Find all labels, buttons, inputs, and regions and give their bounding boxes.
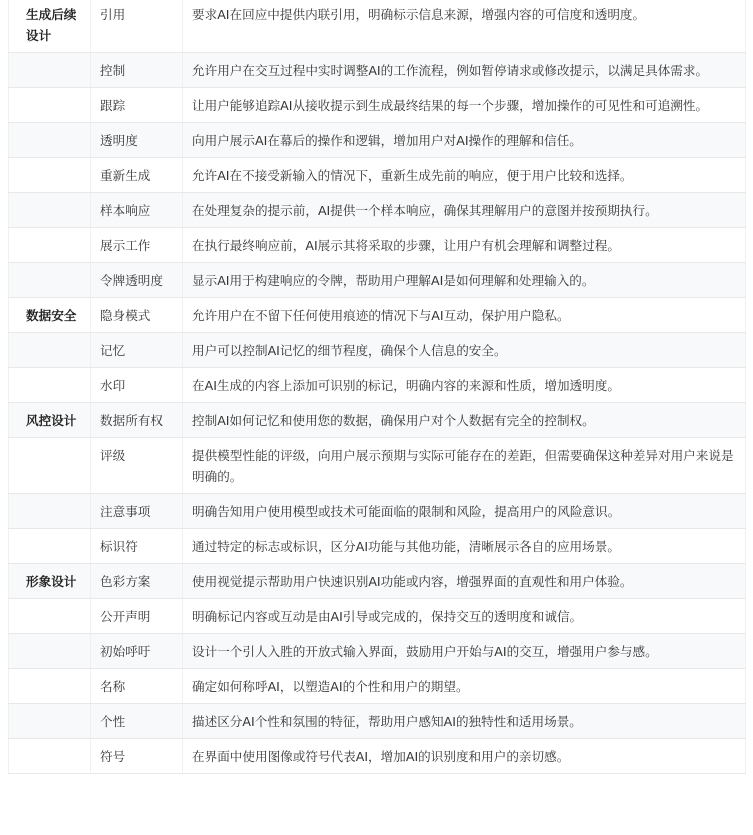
feature-cell: 水印 <box>91 368 183 403</box>
table-row <box>9 193 746 228</box>
category-cell: 生成后续设计 <box>9 0 91 53</box>
feature-cell: 个性 <box>91 704 183 739</box>
table-row <box>9 228 746 263</box>
category-cell <box>9 158 91 193</box>
category-cell <box>9 494 91 529</box>
feature-cell: 令牌透明度 <box>91 263 183 298</box>
table-row <box>9 53 746 88</box>
category-cell <box>9 263 91 298</box>
category-cell <box>9 333 91 368</box>
ai-design-patterns-table <box>8 0 746 774</box>
description-cell: 允许AI在不接受新输入的情况下，重新生成先前的响应，便于用户比较和选择。 <box>183 158 746 193</box>
feature-cell: 公开声明 <box>91 599 183 634</box>
feature-cell: 名称 <box>91 669 183 704</box>
category-cell <box>9 529 91 564</box>
feature-cell: 展示工作 <box>91 228 183 263</box>
table-row <box>9 739 746 774</box>
table-row <box>9 368 746 403</box>
category-cell <box>9 739 91 774</box>
description-cell: 明确告知用户使用模型或技术可能面临的限制和风险，提高用户的风险意识。 <box>183 494 746 529</box>
table-row <box>9 298 746 333</box>
description-cell: 在处理复杂的提示前，AI提供一个样本响应，确保其理解用户的意图并按预期执行。 <box>183 193 746 228</box>
description-cell: 在界面中使用图像或符号代表AI，增加AI的识别度和用户的亲切感。 <box>183 739 746 774</box>
category-cell <box>9 88 91 123</box>
description-cell: 允许用户在不留下任何使用痕迹的情况下与AI互动，保护用户隐私。 <box>183 298 746 333</box>
table-row <box>9 599 746 634</box>
description-cell: 确定如何称呼AI，以塑造AI的个性和用户的期望。 <box>183 669 746 704</box>
feature-cell: 引用 <box>91 0 183 53</box>
table-row <box>9 333 746 368</box>
feature-cell: 透明度 <box>91 123 183 158</box>
category-cell <box>9 193 91 228</box>
description-cell: 设计一个引人入胜的开放式输入界面，鼓励用户开始与AI的交互，增强用户参与感。 <box>183 634 746 669</box>
table-row <box>9 123 746 158</box>
feature-cell: 跟踪 <box>91 88 183 123</box>
table-row <box>9 88 746 123</box>
category-cell <box>9 438 91 494</box>
feature-cell: 隐身模式 <box>91 298 183 333</box>
description-cell: 显示AI用于构建响应的令牌，帮助用户理解AI是如何理解和处理输入的。 <box>183 263 746 298</box>
description-cell: 在执行最终响应前，AI展示其将采取的步骤，让用户有机会理解和调整过程。 <box>183 228 746 263</box>
description-cell: 控制AI如何记忆和使用您的数据，确保用户对个人数据有完全的控制权。 <box>183 403 746 438</box>
table-row <box>9 669 746 704</box>
description-cell: 用户可以控制AI记忆的细节程度，确保个人信息的安全。 <box>183 333 746 368</box>
category-cell: 风控设计 <box>9 403 91 438</box>
table-row <box>9 158 746 193</box>
table-body <box>9 0 746 774</box>
category-cell <box>9 704 91 739</box>
description-cell: 提供模型性能的评级，向用户展示预期与实际可能存在的差距，但需要确保这种差异对用户来说是明确的。 <box>183 438 746 494</box>
category-cell <box>9 669 91 704</box>
table-row <box>9 494 746 529</box>
feature-cell: 记忆 <box>91 333 183 368</box>
table-row <box>9 438 746 494</box>
description-cell: 在AI生成的内容上添加可识别的标记，明确内容的来源和性质，增加透明度。 <box>183 368 746 403</box>
description-cell: 让用户能够追踪AI从接收提示到生成最终结果的每一个步骤，增加操作的可见性和可追溯性。 <box>183 88 746 123</box>
description-cell: 描述区分AI个性和氛围的特征，帮助用户感知AI的独特性和适用场景。 <box>183 704 746 739</box>
feature-cell: 重新生成 <box>91 158 183 193</box>
table-row <box>9 403 746 438</box>
description-cell: 明确标记内容或互动是由AI引导或完成的，保持交互的透明度和诚信。 <box>183 599 746 634</box>
description-cell: 向用户展示AI在幕后的操作和逻辑，增加用户对AI操作的理解和信任。 <box>183 123 746 158</box>
feature-cell: 色彩方案 <box>91 564 183 599</box>
feature-cell: 符号 <box>91 739 183 774</box>
category-cell <box>9 228 91 263</box>
table-row <box>9 564 746 599</box>
category-cell <box>9 599 91 634</box>
category-cell <box>9 634 91 669</box>
category-cell <box>9 368 91 403</box>
table-row <box>9 0 746 53</box>
feature-cell: 注意事项 <box>91 494 183 529</box>
category-cell: 数据安全 <box>9 298 91 333</box>
feature-cell: 评级 <box>91 438 183 494</box>
feature-cell: 控制 <box>91 53 183 88</box>
category-cell: 形象设计 <box>9 564 91 599</box>
feature-cell: 样本响应 <box>91 193 183 228</box>
description-cell: 允许用户在交互过程中实时调整AI的工作流程，例如暂停请求或修改提示，以满足具体需求。 <box>183 53 746 88</box>
table-row <box>9 704 746 739</box>
description-cell: 要求AI在回应中提供内联引用，明确标示信息来源，增强内容的可信度和透明度。 <box>183 0 746 53</box>
feature-cell: 数据所有权 <box>91 403 183 438</box>
feature-cell: 初始呼吁 <box>91 634 183 669</box>
category-cell <box>9 53 91 88</box>
table-row <box>9 529 746 564</box>
table-row <box>9 263 746 298</box>
description-cell: 通过特定的标志或标识，区分AI功能与其他功能，清晰展示各自的应用场景。 <box>183 529 746 564</box>
table-row <box>9 634 746 669</box>
description-cell: 使用视觉提示帮助用户快速识别AI功能或内容，增强界面的直观性和用户体验。 <box>183 564 746 599</box>
feature-cell: 标识符 <box>91 529 183 564</box>
category-cell <box>9 123 91 158</box>
